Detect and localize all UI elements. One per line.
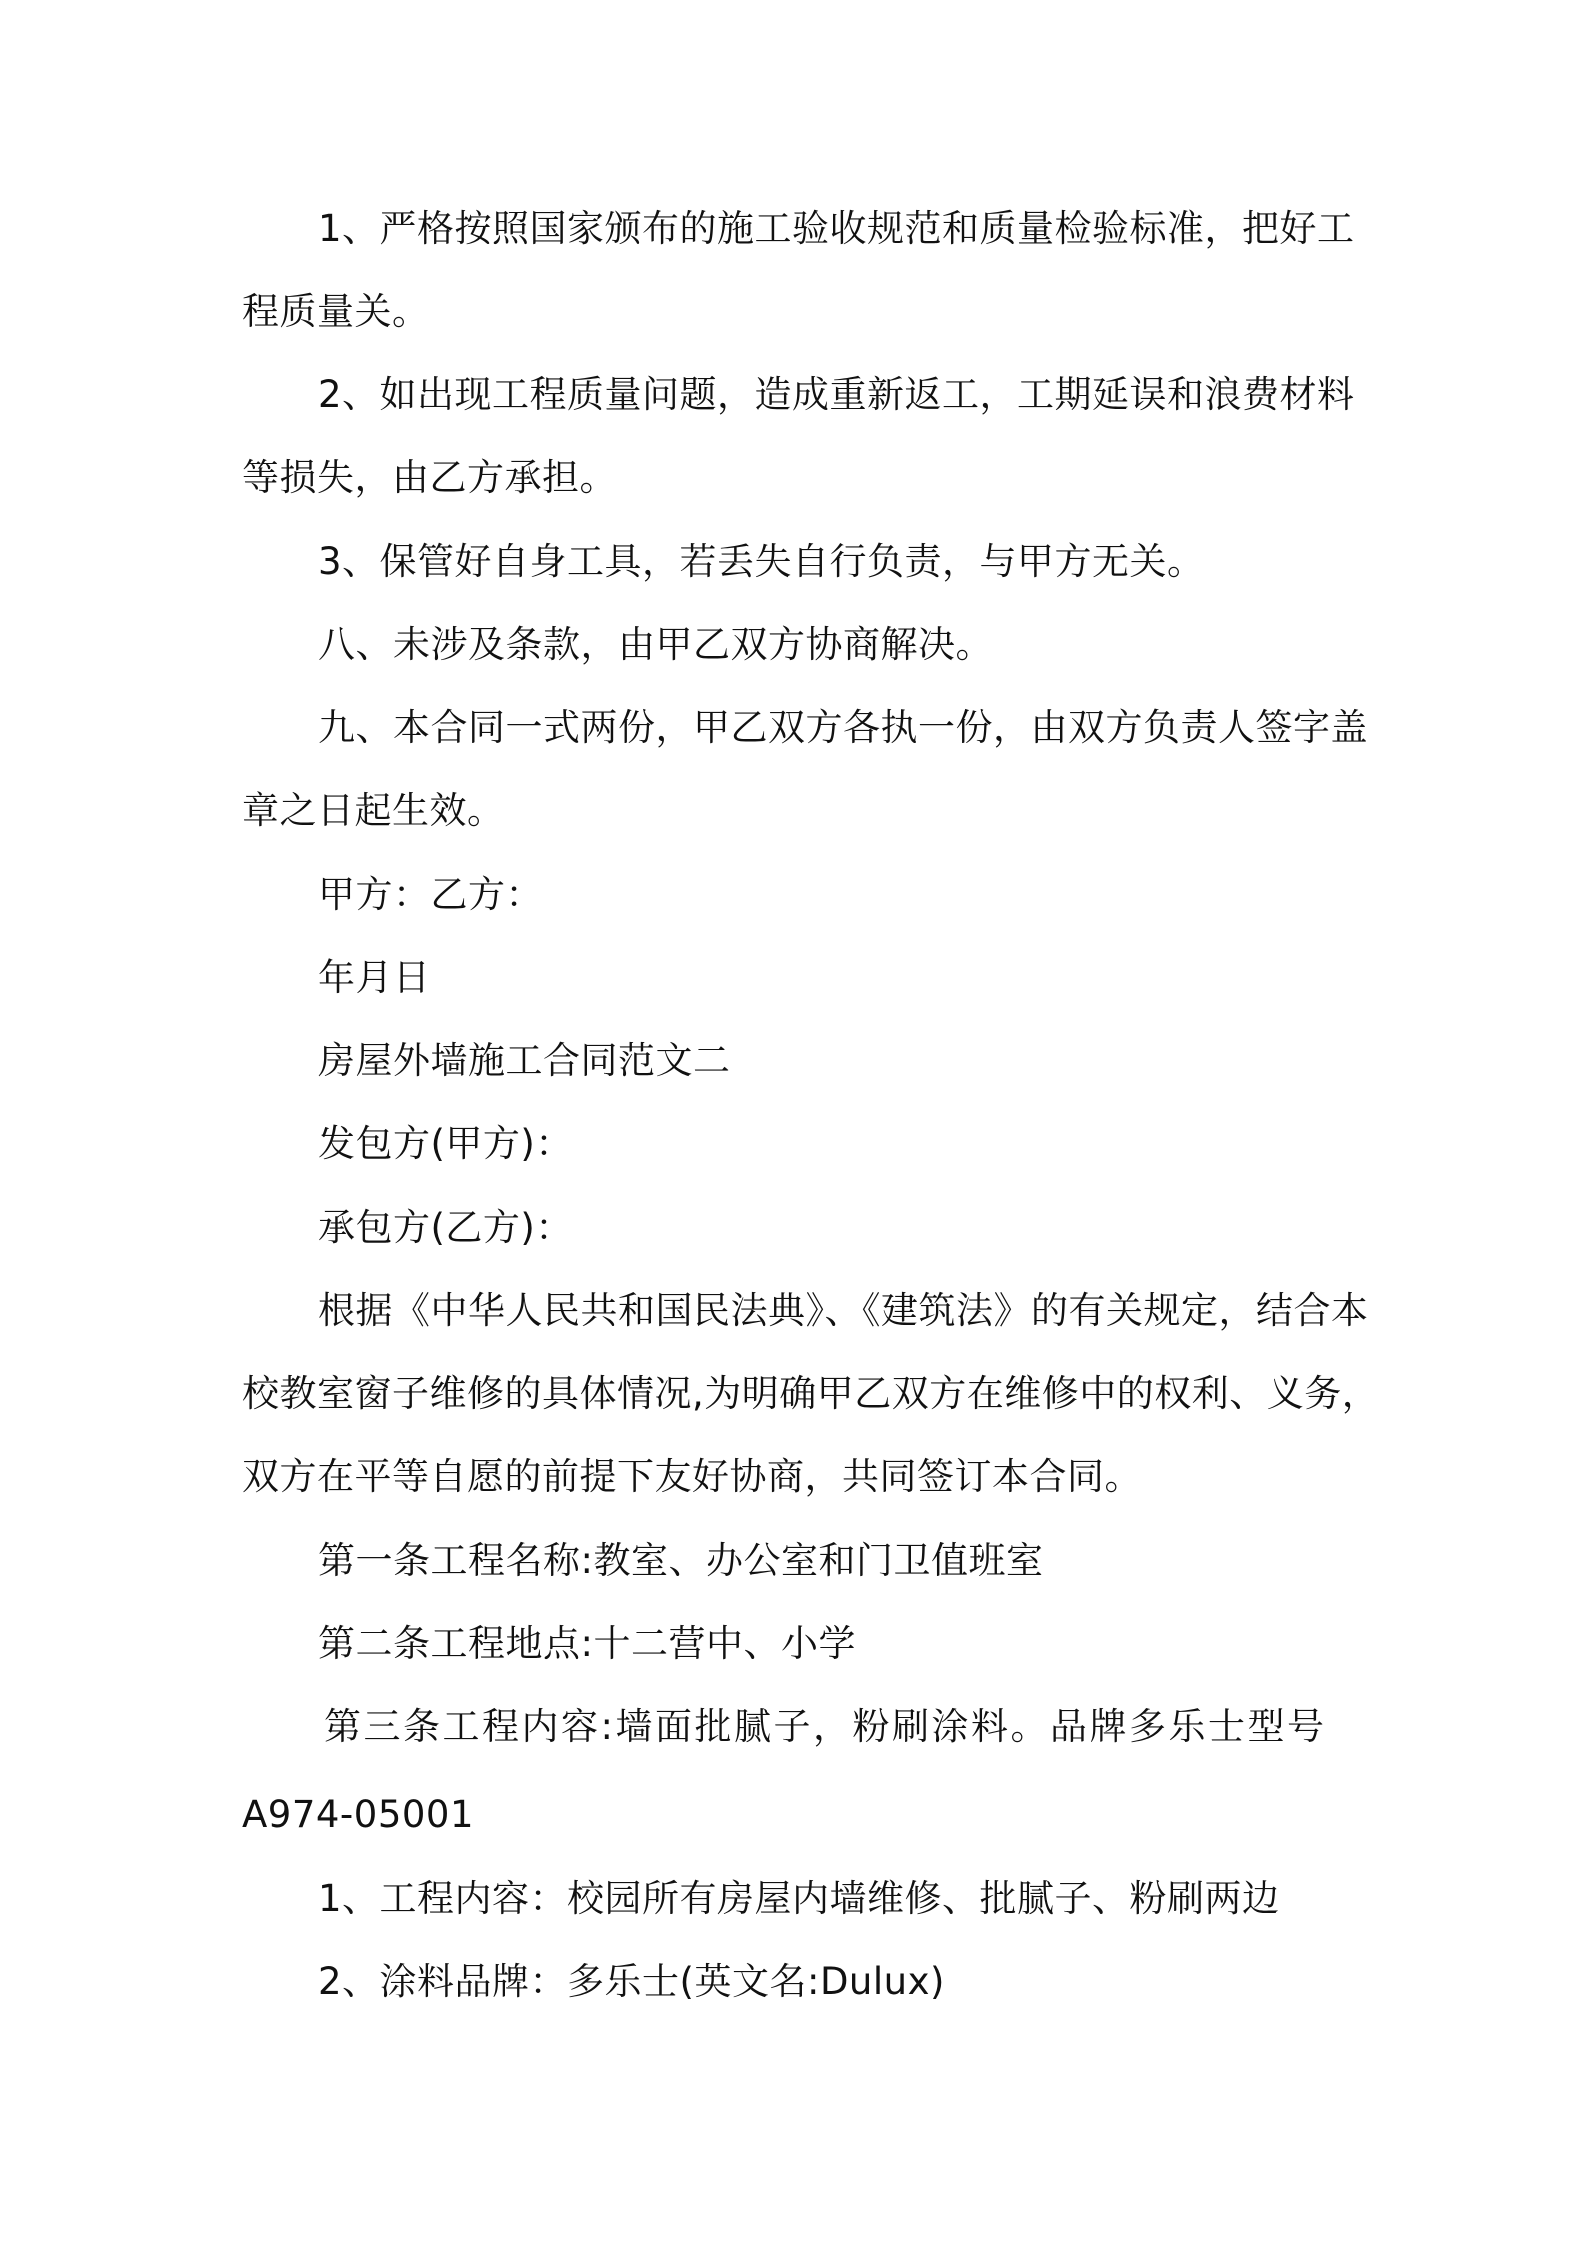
paragraph-line: 根据《中华人民共和国民法典》、《建筑法》的有关规定，结合本 [318, 1289, 1369, 1332]
clause-line: 1、工程内容：校园所有房屋内墙维修、批腻子、粉刷两边 [318, 1877, 1280, 1920]
paragraph-line: 双方在平等自愿的前提下友好协商，共同签订本合同。 [242, 1455, 1142, 1498]
paragraph-line: 八、未涉及条款，由甲乙双方协商解决。 [318, 623, 993, 666]
paragraph-line: 章之日起生效。 [242, 789, 505, 832]
paragraph-line: 程质量关。 [242, 290, 430, 333]
party-b-field: 承包方(乙方)： [318, 1206, 573, 1249]
model-number: A974-05001 [242, 1793, 474, 1836]
clause-line: 第三条工程内容:墙面批腻子，粉刷涂料。品牌多乐士型号 [324, 1705, 1327, 1748]
paragraph-line: 1、严格按照国家颁布的施工验收规范和质量检验标准，把好工 [318, 207, 1355, 250]
clause-line: 2、涂料品牌：多乐士(英文名:Dulux) [318, 1960, 945, 2003]
paragraph-line: 等损失，由乙方承担。 [242, 456, 617, 499]
signature-date: 年月日 [318, 956, 431, 999]
paragraph-line: 九、本合同一式两份，甲乙双方各执一份，由双方负责人签字盖 [318, 706, 1368, 749]
paragraph-line: 2、如出现工程质量问题，造成重新返工，工期延误和浪费材料 [318, 373, 1355, 416]
section-title: 房屋外墙施工合同范文二 [318, 1039, 731, 1082]
signature-parties: 甲方：乙方： [318, 873, 543, 916]
paragraph-line: 校教室窗子维修的具体情况,为明确甲乙双方在维修中的权利、义务， [242, 1372, 1380, 1415]
clause-line: 第二条工程地点:十二营中、小学 [318, 1622, 856, 1665]
clause-line: 第一条工程名称:教室、办公室和门卫值班室 [318, 1539, 1044, 1582]
paragraph-line: 3、保管好自身工具，若丢失自行负责，与甲方无关。 [318, 540, 1205, 583]
party-a-field: 发包方(甲方)： [318, 1122, 573, 1165]
